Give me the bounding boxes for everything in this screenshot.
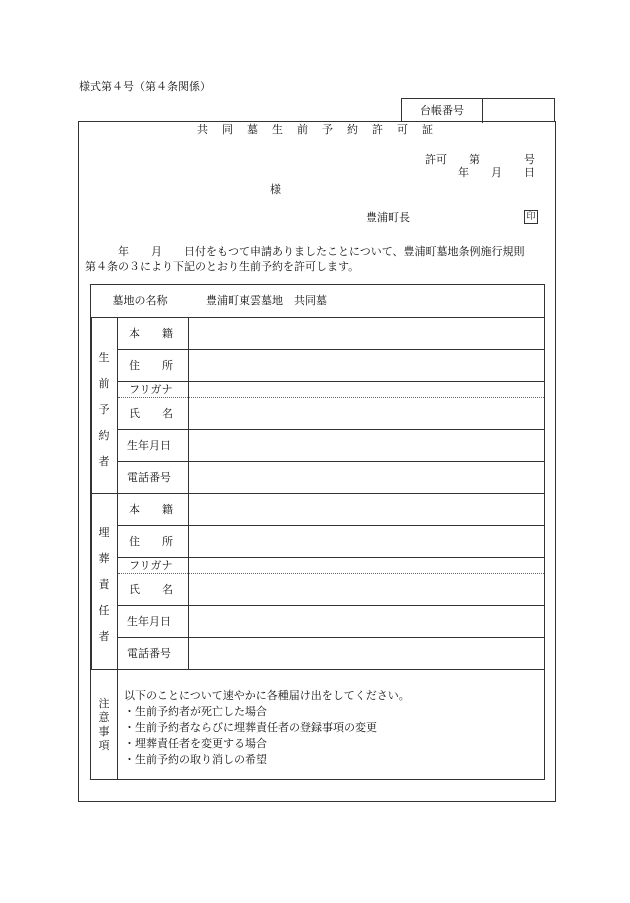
seal-mark: 印 — [524, 210, 538, 224]
ledger-number-label: 台帳番号 — [420, 104, 464, 117]
notes-item: ・生前予約者ならびに埋葬責任者の登録事項の変更 — [124, 721, 377, 734]
permit-body-text — [85, 244, 553, 274]
notes-item: ・埋葬責任者を変更する場合 — [124, 737, 267, 750]
responsible-name-label: 氏名 — [129, 583, 195, 596]
reserver-birthdate-label: 生年月日 — [127, 439, 171, 452]
responsible-honseki-label: 本籍 — [129, 503, 195, 516]
responsible-birthdate-field[interactable] — [191, 611, 541, 631]
reserver-birthdate-field[interactable] — [191, 435, 541, 455]
reserver-phone-label: 電話番号 — [127, 471, 171, 484]
row-divider — [118, 349, 544, 350]
notes-item: ・生前予約者が死亡した場合 — [124, 705, 267, 718]
body-line-2: 第４条の３により下記のとおり生前予約を許可します。 — [85, 260, 360, 273]
reserver-group-label: 生前予約者 — [98, 351, 110, 468]
cemetery-name-value: 豊浦町東雲墓地 共同墓 — [206, 294, 327, 307]
reserver-address-field[interactable] — [191, 355, 541, 375]
notes-item: 以下のことについて速やかに各種届け出をしてください。 — [124, 689, 410, 702]
section-divider — [91, 493, 544, 494]
reserver-phone-field[interactable] — [191, 467, 541, 487]
responsible-address-label: 住所 — [129, 535, 195, 548]
row-divider — [91, 317, 544, 318]
responsible-phone-label: 電話番号 — [127, 647, 171, 660]
responsible-address-field[interactable] — [191, 531, 541, 551]
responsible-group-label: 埋葬責任者 — [98, 526, 110, 643]
addressee-honorific: 様 — [270, 183, 281, 196]
form-number-label: 様式第４号（第４条関係） — [79, 80, 211, 93]
reserver-furigana-label: フリガナ — [129, 383, 173, 396]
details-table — [90, 284, 545, 780]
section-divider — [91, 669, 544, 670]
responsible-birthdate-label: 生年月日 — [127, 615, 171, 628]
reserver-furigana-field[interactable] — [191, 383, 541, 395]
certificate-title: 共同墓生前予約許可証 — [197, 123, 447, 136]
row-divider-dotted — [118, 573, 544, 574]
row-divider — [118, 637, 544, 638]
row-divider — [118, 605, 544, 606]
reserver-honseki-label: 本籍 — [129, 327, 195, 340]
row-divider-dotted — [118, 397, 544, 398]
reserver-honseki-field[interactable] — [191, 323, 541, 343]
notes-group-label: 注意事項 — [98, 697, 110, 752]
reserver-name-label: 氏名 — [129, 407, 195, 420]
row-divider — [118, 557, 544, 558]
row-divider — [118, 429, 544, 430]
responsible-furigana-label: フリガナ — [129, 559, 173, 572]
ledger-divider — [482, 99, 483, 123]
responsible-name-field[interactable] — [191, 579, 541, 599]
notes-item: ・生前予約の取り消しの希望 — [124, 753, 267, 766]
row-divider — [118, 461, 544, 462]
row-divider — [118, 525, 544, 526]
responsible-honseki-field[interactable] — [191, 499, 541, 519]
ledger-number-box — [401, 98, 555, 122]
responsible-furigana-field[interactable] — [191, 559, 541, 571]
body-line-1: 年 月 日付をもつて申請ありましたことについて、豊浦町墓地条例施行規則 — [118, 245, 525, 258]
issuer-name: 豊浦町長 — [366, 211, 410, 224]
row-divider — [118, 381, 544, 382]
permit-number-line: 許可 第 号 — [425, 153, 535, 166]
notes-list — [124, 688, 410, 768]
reserver-name-field[interactable] — [191, 403, 541, 423]
cemetery-name-label: 墓地の名称 — [112, 294, 168, 307]
reserver-address-label: 住所 — [129, 359, 195, 372]
col-divider — [117, 317, 118, 779]
responsible-phone-field[interactable] — [191, 643, 541, 663]
permit-date-line: 年 月 日 — [458, 166, 535, 179]
